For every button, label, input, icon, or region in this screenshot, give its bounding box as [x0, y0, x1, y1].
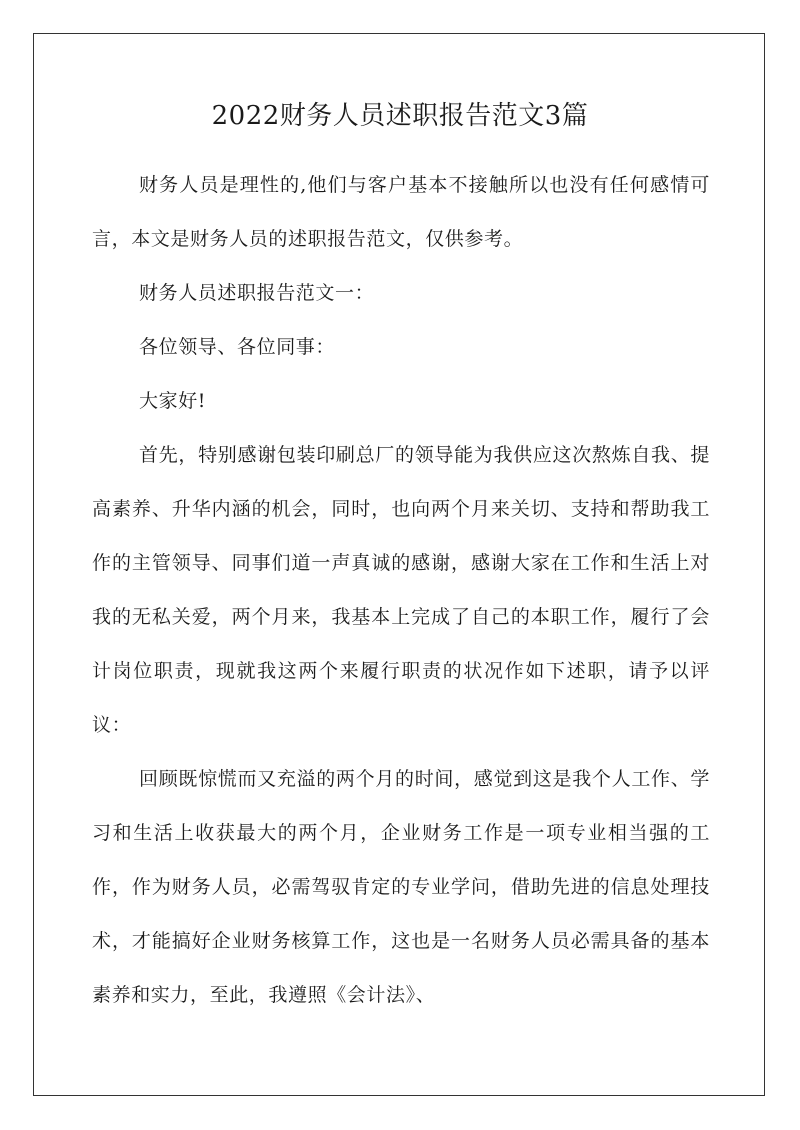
paragraph-salutation: 各位领导、各位同事：	[139, 336, 336, 358]
paragraph-section-heading: 财务人员述职报告范文一：	[139, 282, 375, 304]
paragraph-body-2: 回顾既惊慌而又充溢的两个月的时间，感觉到这是我个人工作、学习和生活上收获最大的两个月，企业财务工作是一项专业相当强的工作，作为财务人员，必需驾驭肯定的专业学问，借助先进的信息处理技术，才能搞好企业财务核算工作，这也是一名财务人员必需具备的基本素养和实力，至此，我遵照《会计法》、	[92, 768, 710, 1006]
document-title: 2022财务人员述职报告范文3篇	[211, 101, 589, 131]
paragraph-greeting: 大家好!	[139, 390, 207, 412]
paragraph-intro: 财务人员是理性的,他们与客户基本不接触所以也没有任何感情可言，本文是财务人员的述职报告范文，仅供参考。	[92, 174, 710, 250]
paragraph-body-1: 首先，特别感谢包装印刷总厂的领导能为我供应这次熬炼自我、提高素养、升华内涵的机会，同时，也向两个月来关切、支持和帮助我工作的主管领导、同事们道一声真诚的感谢，感谢大家在工作和生活上对我的无私关爱，两个月来，我基本上完成了自己的本职工作，履行了会计岗位职责，现就我这两个来履行职责的状况作如下述职，请予以评议：	[92, 444, 710, 736]
